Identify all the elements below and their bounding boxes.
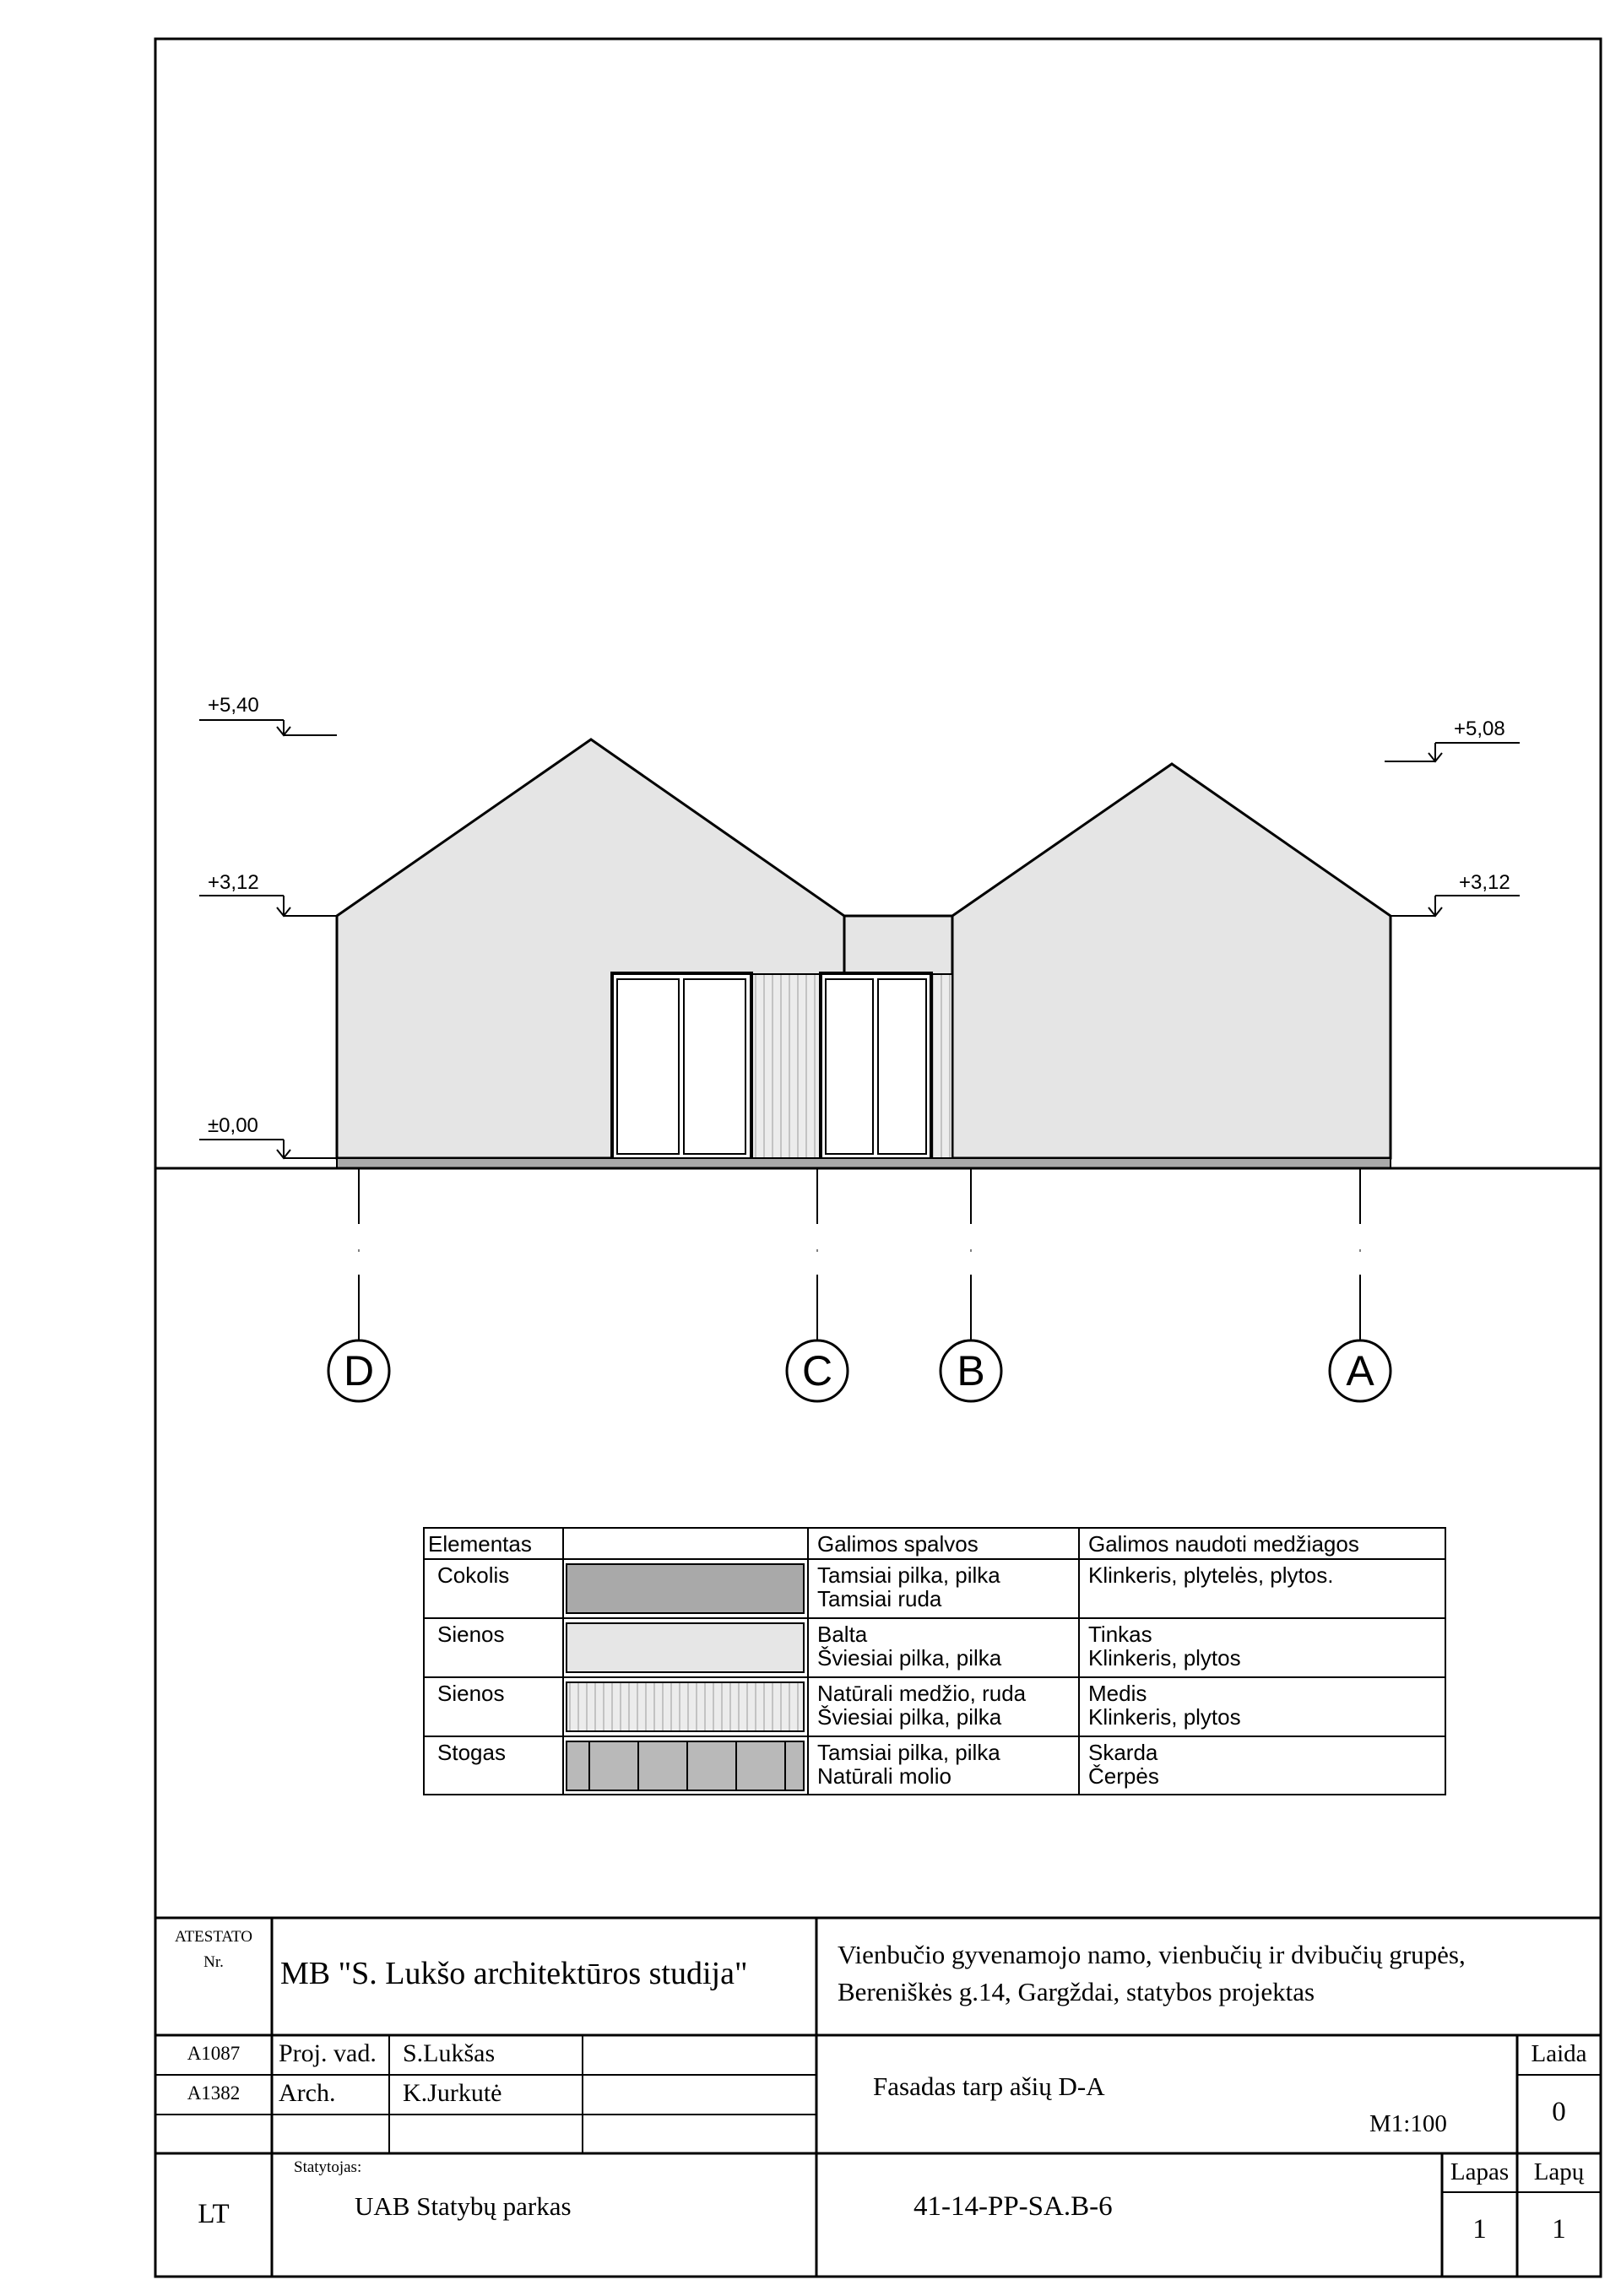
level-label-left-ridge: +5,40 [208, 694, 259, 717]
project-title-line-1: Vienbučio gyvenamojo namo, vienbučių ir dvibučių grupės, [838, 1940, 1466, 1969]
wood-cladding-panel [751, 974, 821, 1159]
legend-row-colors-1: Tamsiai pilka, pilka [817, 1740, 1000, 1765]
axis-label-c: C [801, 1347, 833, 1394]
laida-label: Laida [1531, 2040, 1587, 2067]
legend-row-colors-2: Natūrali molio [817, 1763, 951, 1789]
swatch-wood [567, 1682, 804, 1731]
staff-name: S.Lukšas [403, 2039, 496, 2067]
right-gable-volume [952, 764, 1391, 1158]
legend-row-element: Sienos [437, 1681, 505, 1706]
axis-label-a: A [1346, 1347, 1374, 1394]
staff-name: K.Jurkutė [403, 2079, 502, 2107]
legend-row-element: Sienos [437, 1622, 505, 1647]
legend-row-element: Stogas [437, 1740, 506, 1765]
laida-value: 0 [1552, 2097, 1566, 2127]
staff-role: Proj. vad. [279, 2039, 377, 2067]
atestato-label: ATESTATO [174, 1928, 253, 1946]
swatch-render [567, 1623, 804, 1672]
sheet-title: Fasadas tarp ašių D-A [873, 2071, 1105, 2101]
lapu-label: Lapų [1533, 2158, 1585, 2185]
glazed-door-left [612, 973, 751, 1159]
project-title-line-2: Bereniškės g.14, Gargždai, statybos projektas [838, 1977, 1315, 2006]
level-label-left-eave: +3,12 [208, 871, 259, 894]
legend-header-element: Elementas [428, 1531, 532, 1557]
staff-role: Arch. [279, 2079, 336, 2107]
axis-label-b: B [957, 1347, 985, 1394]
legend-header-materials: Galimos naudoti medžiagos [1088, 1531, 1359, 1557]
legend-row-materials-1: Klinkeris, plytelės, plytos. [1088, 1562, 1334, 1588]
axis-label-d: D [343, 1347, 375, 1394]
axis-bubbles [328, 1340, 1391, 1401]
level-markers-left [199, 720, 337, 1158]
legend-row-materials-2: Klinkeris, plytos [1088, 1645, 1241, 1671]
level-label-right-eave: +3,12 [1459, 871, 1510, 894]
swatch-plinth [567, 1564, 804, 1613]
legend-row-materials-1: Tinkas [1088, 1622, 1152, 1647]
legend-row-materials-1: Medis [1088, 1681, 1147, 1706]
level-label-zero: ±0,00 [208, 1114, 258, 1137]
staff-cert: A1087 [187, 2043, 241, 2064]
country-code: LT [198, 2199, 230, 2229]
client-name: UAB Statybų parkas [355, 2191, 572, 2221]
document-number: 41-14-PP-SA.B-6 [914, 2191, 1113, 2222]
glazed-door-right [821, 973, 931, 1159]
atestato-nr-label: Nr. [203, 1953, 224, 1971]
swatch-roof [567, 1741, 804, 1790]
legend-row-materials-1: Skarda [1088, 1740, 1158, 1765]
statytojas-label: Statytojas: [294, 2158, 362, 2176]
legend-row-materials-2: Čerpės [1088, 1763, 1159, 1789]
staff-cert: A1382 [187, 2082, 241, 2104]
axis-lines [359, 1168, 1360, 1344]
lapu-value: 1 [1552, 2214, 1566, 2245]
legend-row-colors-2: Šviesiai pilka, pilka [817, 1645, 1002, 1671]
level-label-right-ridge: +5,08 [1454, 718, 1505, 740]
legend-row-colors-1: Natūrali medžio, ruda [817, 1681, 1027, 1706]
lapas-value: 1 [1472, 2214, 1487, 2245]
legend-header-colors: Galimos spalvos [817, 1531, 979, 1557]
studio-name: MB "S. Lukšo architektūros studija" [280, 1956, 748, 1991]
legend-row-colors-2: Tamsiai ruda [817, 1586, 942, 1611]
legend-row-materials-2: Klinkeris, plytos [1088, 1704, 1241, 1730]
facade-elevation [155, 739, 1601, 1168]
legend-row-colors-1: Balta [817, 1622, 868, 1647]
lapas-label: Lapas [1450, 2158, 1510, 2185]
wood-cladding-strip [931, 974, 952, 1159]
legend-row-colors-1: Tamsiai pilka, pilka [817, 1562, 1000, 1588]
legend-row-colors-2: Šviesiai pilka, pilka [817, 1704, 1002, 1730]
scale-label: M1:100 [1369, 2110, 1447, 2137]
plinth-band [337, 1158, 1391, 1168]
legend-row-element: Cokolis [437, 1562, 510, 1588]
